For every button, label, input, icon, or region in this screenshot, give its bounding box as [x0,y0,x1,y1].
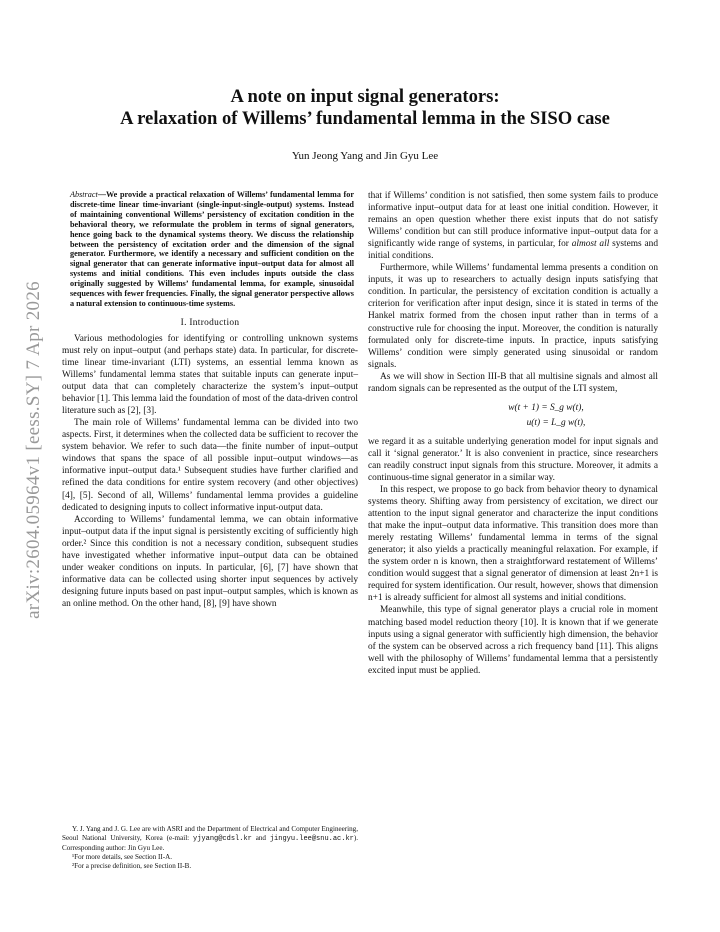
equation-state: w(t + 1) = S_g w(t), [508,402,584,413]
footnote-affiliation-end: ). Corresponding author: Jin Gyu Lee. [62,834,358,853]
abstract-label: Abstract [70,190,98,199]
right-paragraph-1 [368,190,658,262]
right-paragraph-3: As we will show in Section III-B that all multisine signals and almost all random signals can be represented as the output of the LTI system, [368,371,658,394]
paper-title-line-2: A relaxation of Willems’ fundamental lemma in the SISO case [120,108,610,129]
email-lee: jingyu.lee@snu.ac.kr [269,835,354,844]
abstract [62,190,358,309]
right-paragraph-1-text: that if Willems’ condition is not satisfied, then some system fails to produce informative input–output data for at least one initial condition. However, it remains an open question whether there exist inputs that do not satisfy Willems’ condition but can still produce informative input–output data for a significantly wide range of systems, in particular, for [368,191,658,250]
footnote-2: ²For a precise definition, see Section II-B. [72,862,192,871]
arxiv-identifier: arXiv:2604.05964v1 [eess.SY] 7 Apr 2026 [23,281,44,619]
section-heading-introduction: I. Introduction [180,317,240,328]
right-paragraph-5: In this respect, we propose to go back from behavior theory to dynamical systems theory. Shifting away from persistency of excitation, we direct our attention to the input signal generator and characterize the input conditions that make the input–output data informative. This transition does more than merely restating Willems’ fundamental lemma in terms of the signal generator; it also yields a practically meaningful relaxation. For example, if the system order n is known, then a straightforward restatement of Willems’ condition would suggest that a signal generator of dimension at least 2n+1 is required for system identification. Our result, however, shows that dimension n+1 is already sufficient for almost all systems and initial conditions. [368,484,658,604]
intro-paragraph-1: Various methodologies for identifying or controlling unknown systems must rely on input–output (and perhaps state) data. In particular, for discrete-time linear time-invariant (LTI) systems, an essential lemma known as Willems’ fundamental lemma states that suitable inputs can generate input–output data that can completely characterize the system’s input–output behavior [1]. This lemma laid the foundation of most of the data-driven control literature such as [2], [3]. [62,333,358,417]
footnote-affiliation [62,825,358,853]
email-yang: yjyang@cdsl.kr [193,835,252,844]
intro-paragraph-2: The main role of Willems’ fundamental lemma can be divided into two aspects. First, it determines when the collected data be sufficient to recover the system behavior. We refer to such data—the finite number of input–output windows that spans the space of all possible input–output windows—as informative input–output data.¹ Subsequent studies have further clarified and refined the data conditions for entire system recovery (and other objectives) [4], [5]. Second of all, Willems’ fundamental lemma provides a guideline dedicated to designing inputs to collect informative input-output data. [62,418,358,513]
abstract-text: —We provide a practical relaxation of Willems’ fundamental lemma for discrete-time linear time-invariant (single-input-single-output) systems. Instead of maintaining conventional Willems’ persistency of excitation condition in the behavioral theory, we reformulate the problem in terms of signal generators, hence going back to the dynamical systems theory. We discuss the relationship between the persistency of excitation order and the dimension of the signal generator. Furthermore, we identify a necessary and sufficient condition on the signal generator that can generate informative input–output data for almost all systems and initial conditions. This even includes inputs outside the class originally suggested by Willems’ fundamental lemma, for example, sinusoidal sequences with fewer frequencies. Finally, the signal generator perspective allows a natural extension to continuous-time systems. [70,190,354,308]
left-column [62,190,358,610]
footnote-affiliation-text: Y. J. Yang and J. G. Lee are with ASRI and the Department of Electrical and Computer Engineering, Seoul National University, Korea (e-mail: [62,825,358,843]
arxiv-side-stamp [14,180,54,720]
right-paragraph-2: Furthermore, while Willems’ fundamental lemma presents a condition on inputs, it was up to researchers to actually design inputs satisfying that condition. In particular, the persistency of excitation condition is actually a criterion for verification after input design, since it is stated in terms of the Hankel matrix formed from the chosen input rather than in terms of a constructive rule for choosing the input. Moreover, the condition is naturally formulated only for discrete-time inputs. In practice, inputs satisfying Willems’ condition were simply generated using sinusoidal or random signals. [368,263,658,370]
right-paragraph-4: we regard it as a suitable underlying generation model for input signals and call it ‘signal generator.’ It is also convenient in practice, since researchers can readily construct input signals from this structure. Moreover, it admits a continuous-time signal generator in a similar way. [368,436,658,483]
almost-all-emphasis: almost all [571,239,610,250]
equation-output: u(t) = L_g w(t), [526,417,586,428]
right-paragraph-6: Meanwhile, this type of signal generator plays a crucial role in moment matching based model reduction theory [10]. It is known that if we generate inputs using a signal generator with sufficiently high dimension, the behavior of the system can be observed across a rich frequency band [11]. This aligns well with the philosophy of Willems’ fundamental lemma that a persistently excited input must be applied. [368,605,658,676]
footnote-and: and [251,834,270,843]
paper-title-line-1: A note on input signal generators: [230,86,500,107]
right-column [368,190,658,677]
signal-generator-equations [368,401,658,431]
right-paragraph-1-end: systems and initial conditions. [368,239,658,262]
paper-authors: Yun Jeong Yang and Jin Gyu Lee [291,150,439,162]
intro-paragraph-3: According to Willems’ fundamental lemma, we can obtain informative input–output data if the input signal is persistently exciting of sufficiently high order.² Since this condition is not a necessary condition, subsequent studies have investigated whether informative input–output data can be obtained under weaker conditions on inputs. In particular, [6], [7] have shown that informative data can be collected using shorter input sequences by actively designing future inputs based on past input–output samples, which is known as an online method. On the other hand, [8], [9] have shown [62,514,358,609]
footnote-1: ¹For more details, see Section II-A. [72,853,173,862]
footnotes [62,825,358,871]
